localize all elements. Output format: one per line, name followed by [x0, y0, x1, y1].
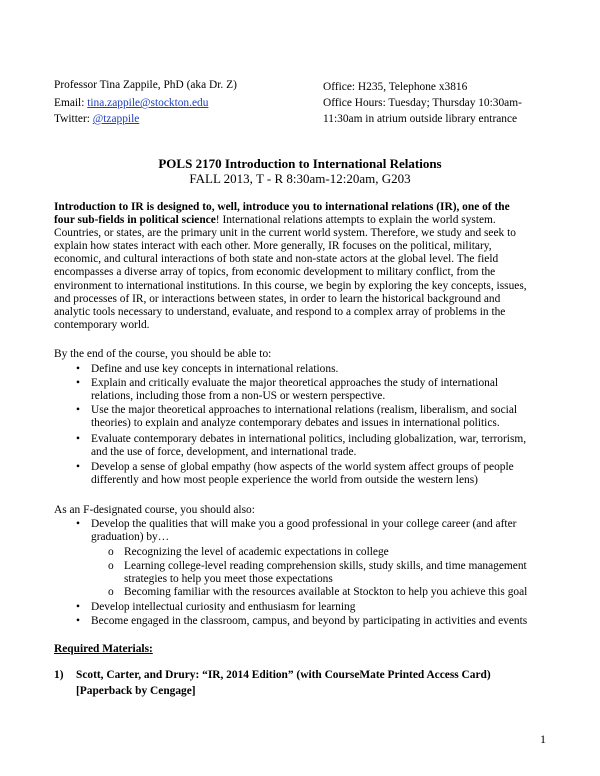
bullet-icon: •: [76, 615, 80, 627]
objectives-lead: By the end of the course, you should be able to:: [54, 348, 272, 360]
intro-line: environment to international institutions. In this course, we begin by exploring the key concepts, issues,: [54, 279, 527, 292]
intro-bold-line: Introduction to IR is designed to, well, introduce you to international relations (IR), one of the: [54, 201, 510, 213]
intro-paragraph: [54, 201, 549, 332]
course-title: POLS 2170 Introduction to International Relations: [158, 156, 442, 171]
fcourse-lead: As an F-designated course, you should also:: [54, 504, 255, 516]
email-line: [54, 96, 208, 110]
intro-line-2: four sub-fields in political science! International relations attempts to explain the world system.: [54, 214, 496, 227]
office-hours-line2: 11:30am in atrium outside library entrance: [323, 113, 518, 125]
course-term: FALL 2013, T - R 8:30am-12:20am, G203: [189, 171, 411, 186]
office-hours-line1: Office Hours: Tuesday; Thursday 10:30am-: [323, 97, 522, 109]
bullet-icon: •: [76, 377, 80, 389]
materials-item-line2: [Paperback by Cengage]: [76, 685, 196, 697]
bullet-icon: •: [76, 461, 80, 473]
intro-line: and processes of IR, or interactions between states, in order to learn the historical background and: [54, 292, 501, 305]
materials-item-line1: Scott, Carter, and Drury: “IR, 2014 Edition” (with CourseMate Printed Access Card): [76, 669, 491, 681]
sub-bullet-icon: o: [108, 546, 114, 558]
intro-line: analytic tools necessary to understand, evaluate, and respond to a complex array of problems in the: [54, 305, 506, 318]
intro-line: explain how states interact with each other. More generally, IR focuses on the political, military,: [54, 240, 492, 253]
bullet-icon: •: [76, 404, 80, 416]
office-info: Office: H235, Telephone x3816: [323, 81, 468, 93]
intro-line: Countries, or states, are the primary unit in the current world system. Therefore, we study and seek to: [54, 227, 516, 240]
twitter-line: [54, 112, 139, 126]
intro-line: economic, and cultural interactions of both state and non-state actors at the global level. The field: [54, 253, 499, 266]
intro-line: contemporary world.: [54, 318, 150, 331]
document-page: Professor Tina Zappile, PhD (aka Dr. Z) Email: tina.zappile@stockton.edu Twitter: @tzappile Office: H235, Telephone x3816 Office Hours: Tuesday; Thursday 10:30am- 11:30am in atrium outside library entrance POLS 2170 Introduction to International Relations FALL 2013, T - R 8:30am-12:20am, G203 Introduction to IR is designed to, well, introduce you to international relations (IR), one of the four sub-fields in political science! International relations attempts to explain the world system. Countries, or states, are the primary unit in the current world system. Therefore, we study and seek to explain how states interact with each other. More generally, IR focuses on the political, military, economic, and cultural interactions of both state and non-state actors at the global level. The field encompasses a diverse array of topics, from economic development to military conflict, from the environment to international institutions. In this course, we begin by exploring the key concepts, issues, and processes of IR, or interactions between states, in order to learn the historical background and analytic tools necessary to understand, evaluate, and respond to a complex array of problems in the contemporary world. By the end of the course, you should be able to: • Define and use key concepts in international relations. • Explain and critically evaluate the major theoretical approaches the study of international relations, including those from a non-US or western perspective. • Use the major theoretical approaches to international relations (realism, liberalism, and social theories) to explain and analyze contemporary debates and issues in international politics. • Evaluate contemporary debates in international politics, including globalization, war, terrorism, and the use of force, development, and international trade. • Develop a sense of global empathy (how aspects of the world system affect groups of people differently and how most people experience the world from outside the western lens) As an F-designated course, you should also: • Develop the qualities that will make you a good professional in your college career (and after graduation) by… o Recognizing the level of academic expectations in college o Learning college-level reading comprehension skills, study skills, and time management strategies to help you meet those expectations o Becoming familiar with the resources available at Stockton to help you achieve this goal • Develop intellectual curiosity and enthusiasm for learning • Become engaged in the classroom, campus, and beyond by participating in activities and events Required Materials: 1) Scott, Carter, and Drury: “IR, 2014 Edition” (with CourseMate Printed Access Card) [Paperback by Cengage] 1: [0, 0, 600, 776]
twitter-label: Twitter:: [54, 113, 93, 125]
twitter-link[interactable]: @tzappile: [92, 113, 140, 125]
bullet-icon: •: [76, 363, 80, 375]
bullet-icon: •: [76, 518, 80, 530]
intro-line: encompasses a diverse array of topics, from economic development to military conflict, from the: [54, 266, 496, 279]
sub-bullet-icon: o: [108, 560, 114, 572]
sub-bullet-icon: o: [108, 586, 114, 598]
page-number: 1: [540, 732, 546, 746]
bullet-icon: •: [76, 601, 80, 613]
bullet-icon: •: [76, 433, 80, 445]
email-link[interactable]: tina.zappile@stockton.edu: [87, 97, 209, 109]
materials-heading: Required Materials:: [54, 643, 153, 655]
materials-item-number: 1): [54, 669, 64, 681]
professor-name: Professor Tina Zappile, PhD (aka Dr. Z): [54, 79, 237, 91]
email-label: Email:: [54, 97, 88, 109]
